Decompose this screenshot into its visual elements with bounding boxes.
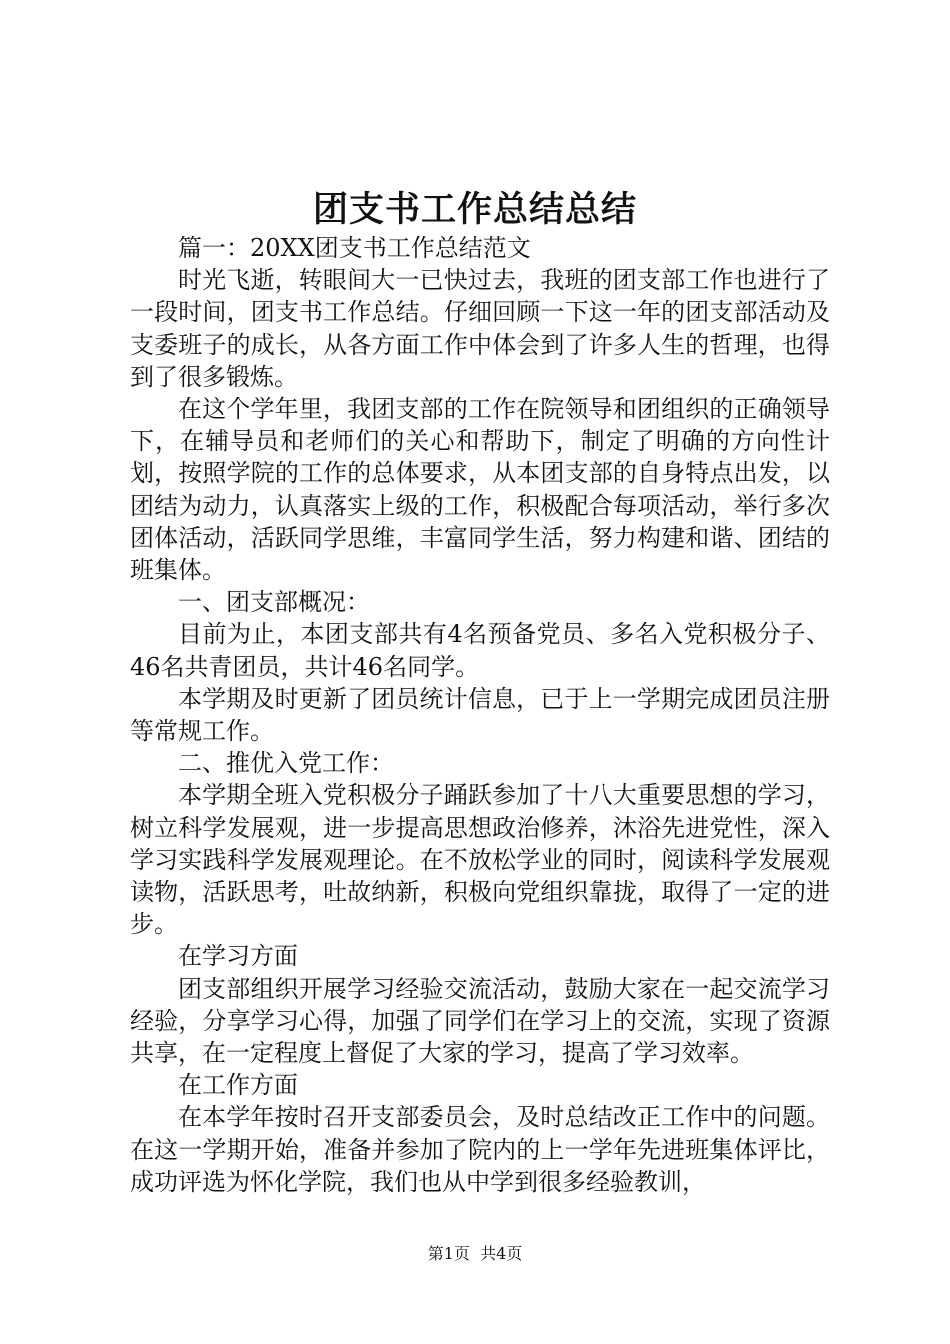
paragraph: 本学期全班入党积极分子踊跃参加了十八大重要思想的学习，树立科学发展观，进一步提高思想政治修养，沐浴先进党性，深入学习实践科学发展观理论。在不放松学业的同时，阅读科学发展观读物，活跃思考，吐故纳新，积极向党组织靠拢，取得了一定的进步。 <box>130 781 830 939</box>
document-body <box>130 232 830 1198</box>
paragraph: 时光飞逝，转眼间大一已快过去，我班的团支部工作也进行了一段时间，团支书工作总结。仔细回顾一下这一年的团支部活动及支委班子的成长，从各方面工作中体会到了许多人生的哲理，也得到了很多锻炼。 <box>130 266 830 391</box>
paragraph: 团支部组织开展学习经验交流活动，鼓励大家在一起交流学习经验，分享学习心得，加强了同学们在学习上的交流，实现了资源共享，在一定程度上督促了大家的学习，提高了学习效率。 <box>130 974 830 1068</box>
paragraph: 目前为止，本团支部共有4名预备党员、多名入党积极分子、46名共青团员，共计46名同学。 <box>130 620 830 681</box>
subheading-work: 在工作方面 <box>178 1071 298 1100</box>
paragraph-heading-part-one: 篇一：20XX团支书工作总结范文 <box>178 234 531 262</box>
paragraph: 在本学年按时召开支部委员会，及时总结改正工作中的问题。在这一学期开始，准备并参加了院内的上一学年先进班集体评比，成功评选为怀化学院，我们也从中学到很多经验教训， <box>130 1103 830 1196</box>
subheading-study: 在学习方面 <box>178 942 298 971</box>
document-title: 团支书工作总结总结 <box>312 189 637 230</box>
paragraph: 本学期及时更新了团员统计信息，已于上一学期完成团员注册等常规工作。 <box>130 684 830 746</box>
section-heading-overview: 一、团支部概况： <box>178 588 370 617</box>
section-heading-party-recommendation: 二、推优入党工作： <box>178 749 394 778</box>
page-footer <box>0 1242 950 1266</box>
paragraph: 在这个学年里，我团支部的工作在院领导和团组织的正确领导下，在辅导员和老师们的关心和帮助下，制定了明确的方向性计划，按照学院的工作的总体要求，从本团支部的自身特点出发，以团结为动力，认真落实上级的工作，积极配合每项活动，举行多次团体活动，活跃同学思维，丰富同学生活，努力构建和谐、团结的班集体。 <box>130 395 830 585</box>
page-number-label: 第1页 共4页 <box>427 1244 523 1263</box>
